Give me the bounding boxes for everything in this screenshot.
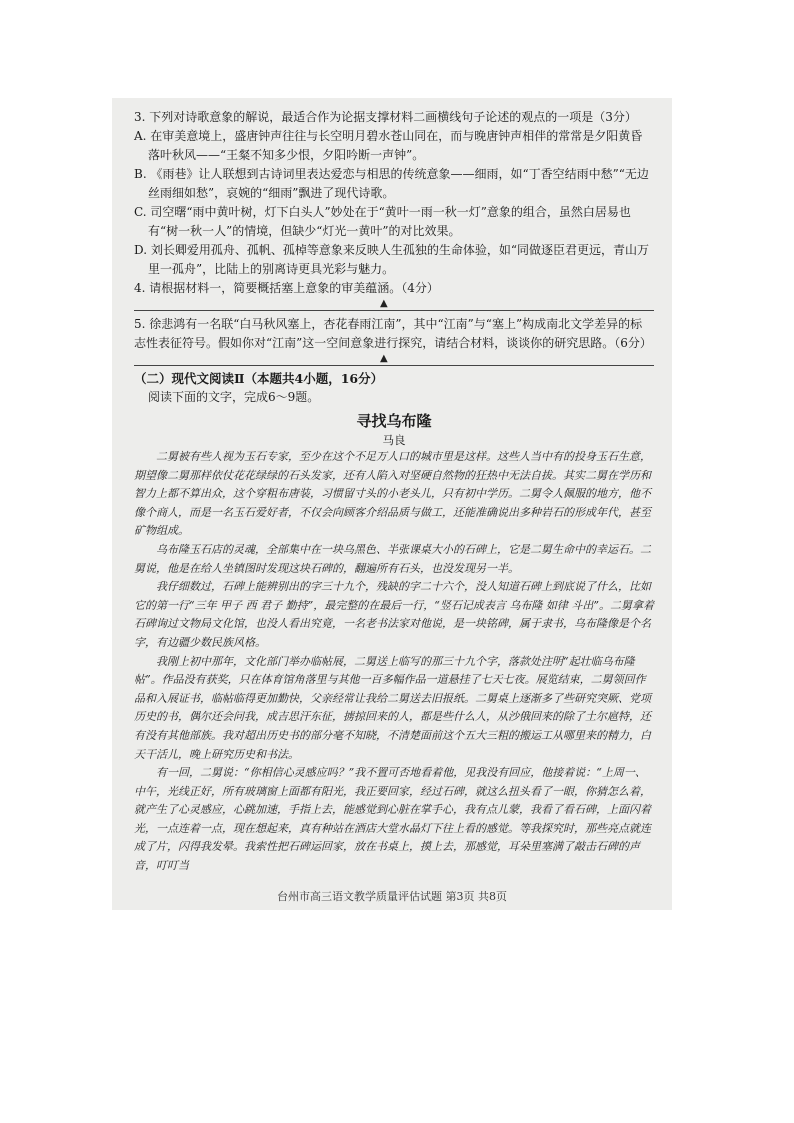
- question-3-option-c: C. 司空曙“雨中黄叶树，灯下白头人”妙处在于“黄叶一雨一秋一灯”意象的组合，虽然白居易也有“树一秋一人”的情境，但缺少“灯光一黄叶”的对比效果。: [134, 205, 631, 238]
- section-heading: （二）现代文阅读Ⅱ（本题共4小题，16分）: [134, 371, 384, 386]
- article-title: 寻找乌布隆: [356, 412, 432, 430]
- article-paragraph: 乌布隆玉石店的灵魂，全部集中在一块乌黑色、半张课桌大小的石碑上，它是二舅生命中的幸运石。二舅说，他是在给人坐镇图时发现这块石碑的，翻遍所有石头，也没发现另一半。: [134, 542, 651, 575]
- article-paragraph: 有一回，二舅说：“你相信心灵感应吗？”我不置可否地看着他，见我没有回应，他接着说：“上周一、中午，光线正好，所有玻璃窗上面都有阳光，我正要回家，经过石碑，就这么扭头看了一眼，你猜怎么着，就产生了心灵感应，心跳加速，手指上去，能感觉到心脏在掌手心，我有点儿蒙，我看了看石碑，上面闪着光，一点连着一点，现在想起来，真有种站在酒店大堂水晶灯下往上看的感觉。等我探究时，那些亮点就连成了片，闪得我发晕。我索性把石碑运回家，放在书桌上，摸上去，那感觉，耳朵里塞满了敲击石碑的声音，叮叮当: [134, 766, 651, 873]
- question-4: [134, 279, 654, 298]
- section-instruction: 阅读下面的文字，完成6～9题。: [148, 390, 320, 404]
- article-paragraph: 我仔细数过，石碑上能辨别出的字三十九个，残缺的字二十六个，没人知道石碑上到底说了什么，比如它的第一行“三年 甲子 西 君子 勤持”，最完整的在最后一行，“竖石记成表言 乌布隆 如律 斗出”。二舅拿着石碑询过文物局文化馆，也没人看出究竟，一名老书法家对他说，是一块铭碑，属于隶书，乌布隆像是个名字，有边疆少数民族风格。: [134, 580, 654, 649]
- answer-marker: ▲: [380, 298, 388, 309]
- exam-content: [134, 98, 654, 876]
- answer-line-q5: [134, 353, 654, 366]
- question-4-stem: 4. 请根据材料一，简要概括塞上意象的审美蕴涵。（4分）: [134, 281, 439, 295]
- article-paragraph: 我刚上初中那年，文化部门举办临帖展，二舅送上临写的那三十九个字，落款处注明“起壮临乌布隆帖”。作品没有获奖，只在体育馆角落里与其他一百多幅作品一道悬挂了七天七夜。展览结束，二舅领回作品和入展证书，临帖临得更加勤快，父亲经常让我给二舅送去旧报纸。二舅桌上逐渐多了些研究突厥、党项历史的书，偶尔还会问我，成吉思汗东征，掳掠回来的人，都是些什么人，从沙俄回来的除了土尔扈特，还有没有其他部族。我对超出历史书的部分毫不知晓，不清楚面前这个五大三粗的搬运工从哪里来的精力，白天干活儿，晚上研究历史和书法。: [134, 654, 651, 761]
- page-footer: 台州市高三语文教学质量评估试题 第3页 共8页: [277, 890, 507, 903]
- question-3-option-b: B. 《雨巷》让人联想到古诗词里表达爱恋与相思的传统意象——细雨，如“丁香空结雨中愁”“无边丝雨细如愁”，哀婉的“细雨”飘进了现代诗歌。: [134, 167, 649, 200]
- question-5-stem: 5. 徐悲鸿有一名联“白马秋风塞上，杏花春雨江南”，其中“江南”与“塞上”构成南北文学差异的标志性表征符号。假如你对“江南”这一空间意象进行探究，请结合材料，谈谈你的研究思路。（6分）: [134, 317, 652, 350]
- exam-page-scan: [112, 98, 672, 910]
- question-3: [134, 108, 654, 279]
- article-body: [134, 448, 654, 876]
- answer-line-q4: [134, 298, 654, 311]
- article-author: 马良: [382, 433, 406, 447]
- question-3-option-a: A. 在审美意境上，盛唐钟声往往与长空明月碧水苍山同在，而与晚唐钟声相伴的常常是夕阳黄昏落叶秋风——“王粲不知多少恨，夕阳吟断一声钟”。: [134, 129, 643, 162]
- question-5: [134, 315, 654, 353]
- question-3-option-d: D. 刘长卿爱用孤舟、孤帆、孤棹等意象来反映人生孤独的生命体验，如“同做逐臣君更远，青山万里一孤舟”，比陆上的别离诗更具光彩与魅力。: [134, 243, 649, 276]
- article-paragraph: 二舅被有些人视为玉石专家，至少在这个不足万人口的城市里是这样。这些人当中有的投身玉石生意，期望像二舅那样依仗花花绿绿的石头发家，还有人陷入对坚硬自然物的狂热中无法自拔。其实二舅在学历和智力上都不算出众，这个穿粗布唐装，习惯留寸头的小老头儿，只有初中学历。二舅令人佩服的地方，他不像个商人，而是一名玉石爱好者，不仅会向顾客介绍品质与做工，还能准确说出多种岩石的形成年代，甚至矿物组成。: [134, 450, 651, 538]
- answer-marker: ▲: [380, 353, 388, 364]
- question-3-stem: 3. 下列对诗歌意象的解说，最适合作为论据支撑材料二画横线句子论述的观点的一项是（3分）: [134, 110, 637, 124]
